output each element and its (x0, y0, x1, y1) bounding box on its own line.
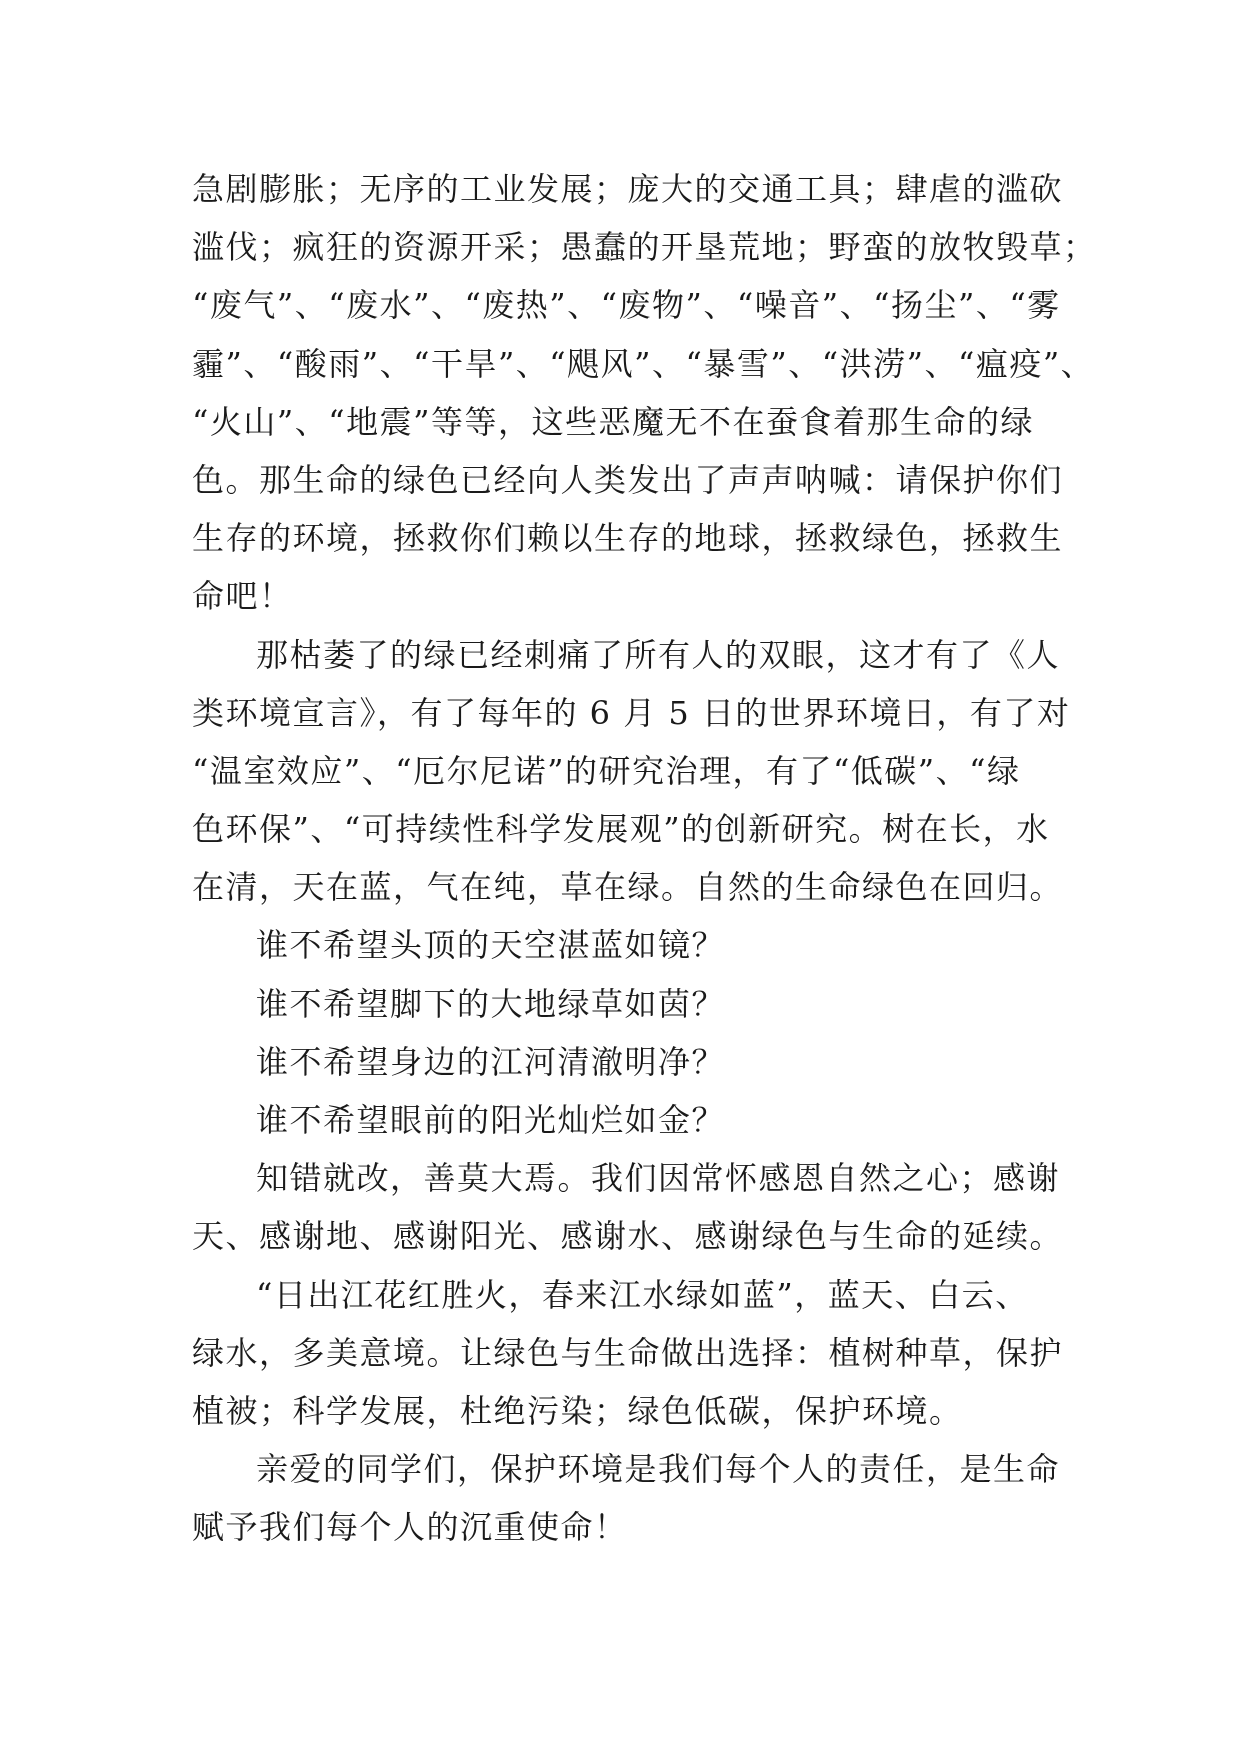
text-line: “废气”、“废水”、“废热”、“废物”、“噪音”、“扬尘”、“雾 (192, 286, 1061, 325)
text-line: 植被；科学发展，杜绝污染；绿色低碳，保护环境。 (192, 1391, 963, 1430)
text-line: 急剧膨胀；无序的工业发展；庞大的交通工具；肆虐的滥砍 (192, 170, 1064, 208)
question-line: 谁不希望身边的江河清澈明净？ (256, 1042, 726, 1081)
paragraph-first-line: 亲爱的同学们，保护环境是我们每个人的责任，是生命 (256, 1450, 1061, 1489)
text-line: 天、感谢地、感谢阳光、感谢水、感谢绿色与生命的延续。 (192, 1217, 1064, 1256)
paragraph-first-line: 知错就改，善莫大焉。我们因常怀感恩自然之心；感谢 (256, 1159, 1061, 1198)
text-line: 在清，天在蓝，气在纯，草在绿。自然的生命绿色在回归。 (192, 868, 1064, 907)
text-line: “火山”、“地震”等等，这些恶魔无不在蚕食着那生命的绿 (192, 402, 1034, 441)
text-line: 生存的环境，拯救你们赖以生存的地球，拯救绿色，拯救生 (192, 519, 1064, 558)
text-line: “温室效应”、“厄尔尼诺”的研究治理，有了“低碳”、“绿 (192, 751, 1021, 790)
text-line: 绿水，多美意境。让绿色与生命做出选择：植树种草，保护 (192, 1333, 1064, 1372)
text-line: 色环保”、“可持续性科学发展观”的创新研究。树在长，水 (192, 810, 1050, 849)
text-line: 命吧！ (192, 577, 293, 616)
paragraph-first-line: “日出江花红胜火，春来江水绿如蓝”，蓝天、白云、 (256, 1275, 1029, 1314)
text-line: 色。那生命的绿色已经向人类发出了声声呐喊：请保护你们 (192, 460, 1064, 499)
text-line: 类环境宣言》，有了每年的 6 月 5 日的世界环境日，有了对 (192, 693, 1071, 732)
question-line: 谁不希望脚下的大地绿草如茵？ (256, 984, 726, 1023)
question-line: 谁不希望眼前的阳光灿烂如金？ (256, 1101, 726, 1139)
question-line: 谁不希望头顶的天空湛蓝如镜？ (256, 926, 726, 965)
text-line: 霾”、“酸雨”、“干旱”、“飓风”、“暴雪”、“洪涝”、“瘟疫”、 (192, 344, 1095, 383)
text-line: 赋予我们每个人的沉重使命！ (192, 1508, 628, 1547)
paragraph-first-line: 那枯萎了的绿已经刺痛了所有人的双眼，这才有了《人 (256, 635, 1061, 674)
text-line: 滥伐；疯狂的资源开采；愚蠢的开垦荒地；野蛮的放牧毁草； (192, 228, 1097, 267)
document-body (192, 160, 1097, 1557)
